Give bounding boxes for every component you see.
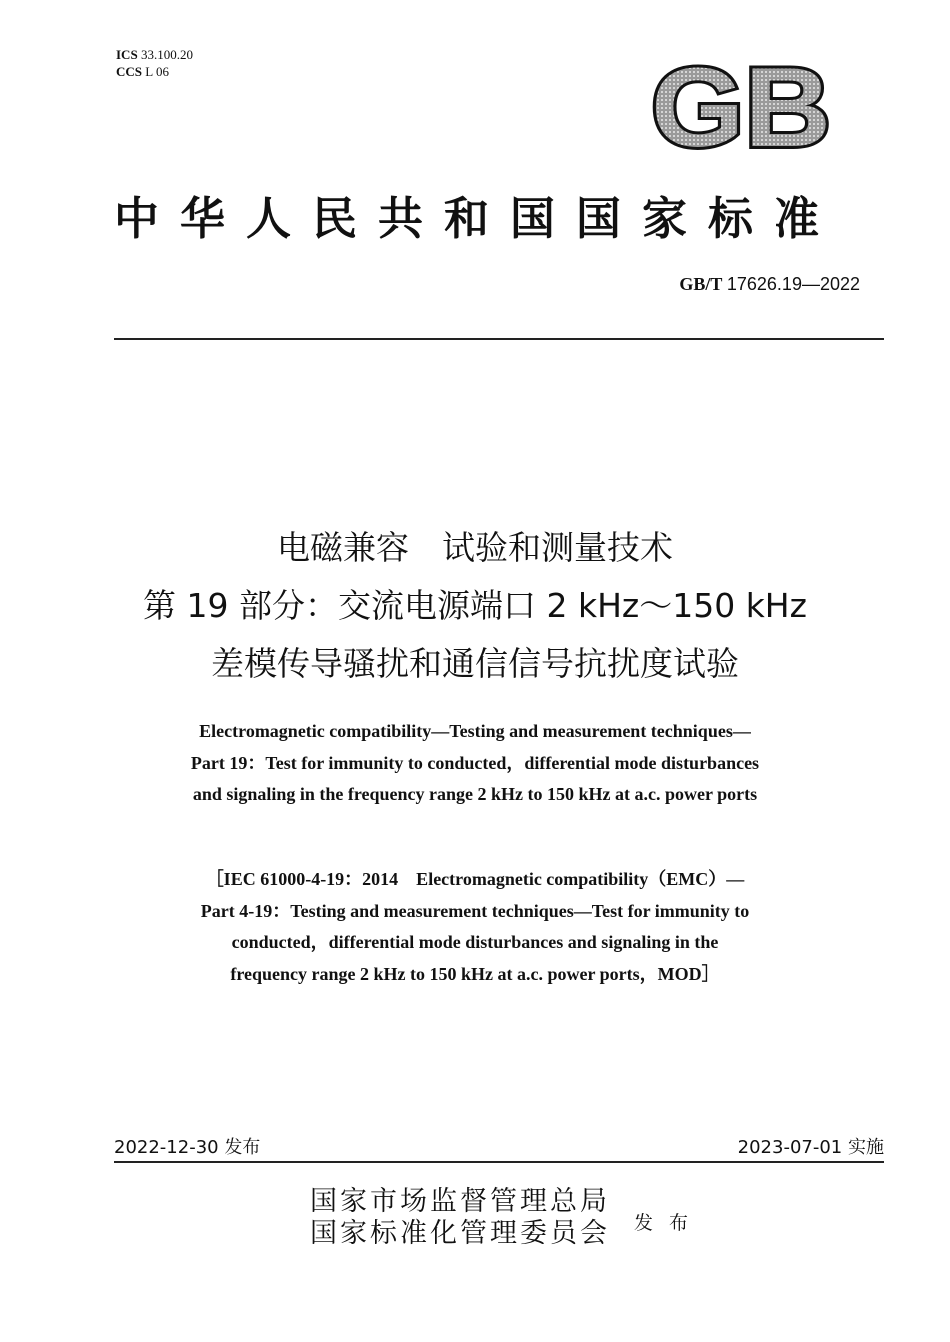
iec-reference (60, 864, 890, 990)
issuing-authorities (310, 1186, 610, 1250)
ics-label: ICS (116, 47, 138, 62)
standard-prefix: GB/T (679, 274, 723, 294)
issuer-samr: 国家市场监督管理总局 (310, 1186, 610, 1217)
gb-logo-text: GB (651, 58, 831, 154)
chinese-title-line-3: 差模传导骚扰和通信信号抗扰度试验 (211, 644, 739, 683)
english-title (60, 716, 890, 811)
iec-reference-line-4: frequency range 2 kHz to 150 kHz at a.c. power ports，MOD］ (230, 963, 720, 984)
english-title-line-2: Part 19：Test for immunity to conducted，differential mode disturbances (190, 752, 760, 773)
issue-label: 发布 (634, 1212, 705, 1234)
gb-logo (648, 58, 834, 154)
bottom-divider (114, 1161, 884, 1163)
publish-date: 2022-12-30 发布 (114, 1137, 261, 1158)
ccs-code (116, 63, 193, 80)
ccs-value: L 06 (145, 64, 169, 79)
top-divider (114, 338, 884, 340)
chinese-title-line-2: 第 19 部分：交流电源端口 2 kHz～150 kHz (143, 586, 807, 625)
ccs-label: CCS (116, 64, 143, 79)
chinese-title-line-1: 电磁兼容 试验和测量技术 (277, 528, 673, 567)
iec-reference-line-3: conducted，differential mode disturbances and signaling in the (231, 932, 719, 952)
iec-reference-line-2: Part 4-19：Testing and measurement techniques—Test for immunity to (200, 900, 750, 921)
classification-codes (116, 46, 193, 80)
ics-code (116, 46, 193, 63)
standard-number (679, 274, 860, 295)
ics-value: 33.100.20 (140, 47, 193, 62)
english-title-line-3: and signaling in the frequency range 2 kHz to 150 kHz at a.c. power ports (192, 784, 758, 804)
english-title-line-1: Electromagnetic compatibility—Testing and measurement techniques— (199, 721, 751, 741)
national-standard-title: 中华人民共和国国家标准 (114, 192, 841, 245)
iec-reference-line-1: ［IEC 61000-4-19：2014 Electromagnetic compatibility（EMC）— (205, 869, 745, 889)
implementation-date: 2023-07-01 实施 (737, 1137, 884, 1158)
issuer-sac: 国家标准化管理委员会 (310, 1218, 610, 1249)
standard-code: 17626.19—2022 (726, 274, 860, 294)
